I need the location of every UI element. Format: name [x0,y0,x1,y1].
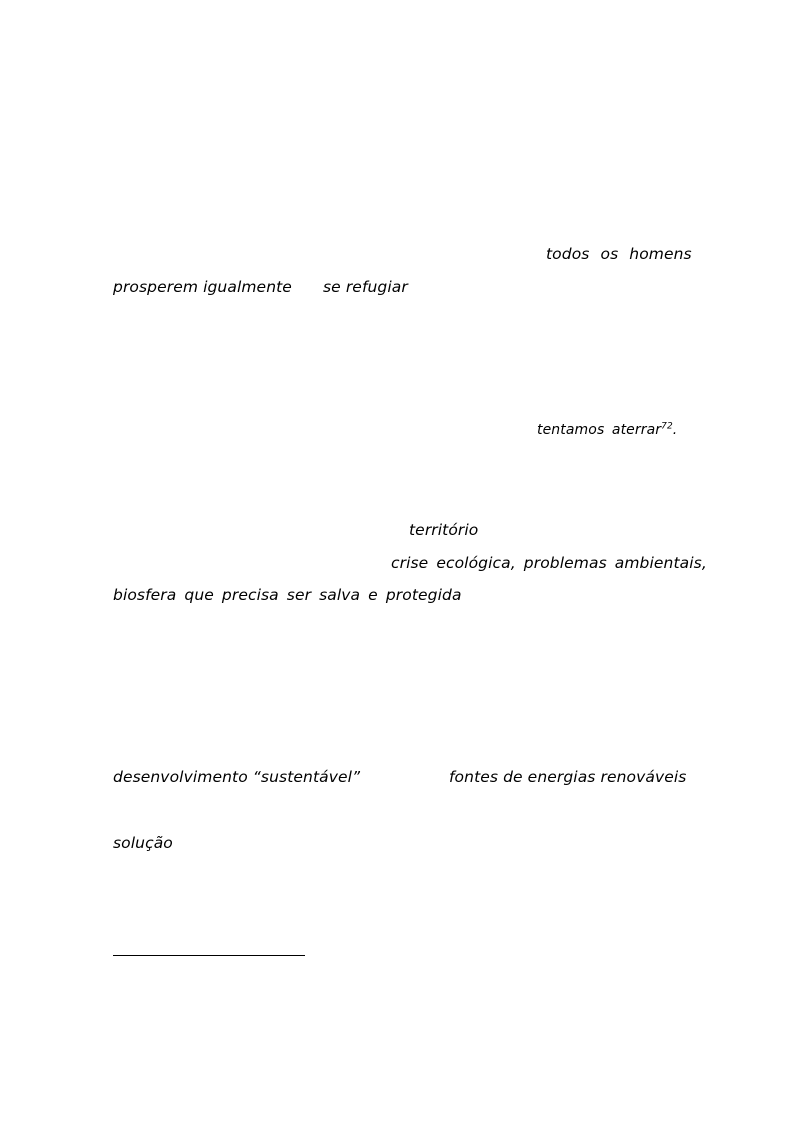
text-solucao: solução [113,834,173,852]
footnote-reference[interactable]: 72 [661,421,673,432]
trailing-period: . [672,422,678,438]
text-todos-os-homens: todos os homens [546,245,692,263]
text-territorio: território [409,521,479,539]
phrase-tentamos-aterrar: tentamos aterrar [537,422,662,438]
text-tentamos-aterrar [537,420,677,440]
text-fontes-energias: fontes de energias renováveis [449,768,687,786]
footnote-separator [113,955,305,956]
text-prosperem-igualmente: prosperem igualmente [113,278,292,296]
text-biosfera: biosfera que precisa ser salva e protegida [113,586,462,604]
text-se-refugiar: se refugiar [323,278,408,296]
text-desenvolvimento-sustentavel: desenvolvimento “sustentável” [113,768,361,786]
text-crise-ecologica: crise ecológica, problemas ambientais, [391,554,707,572]
